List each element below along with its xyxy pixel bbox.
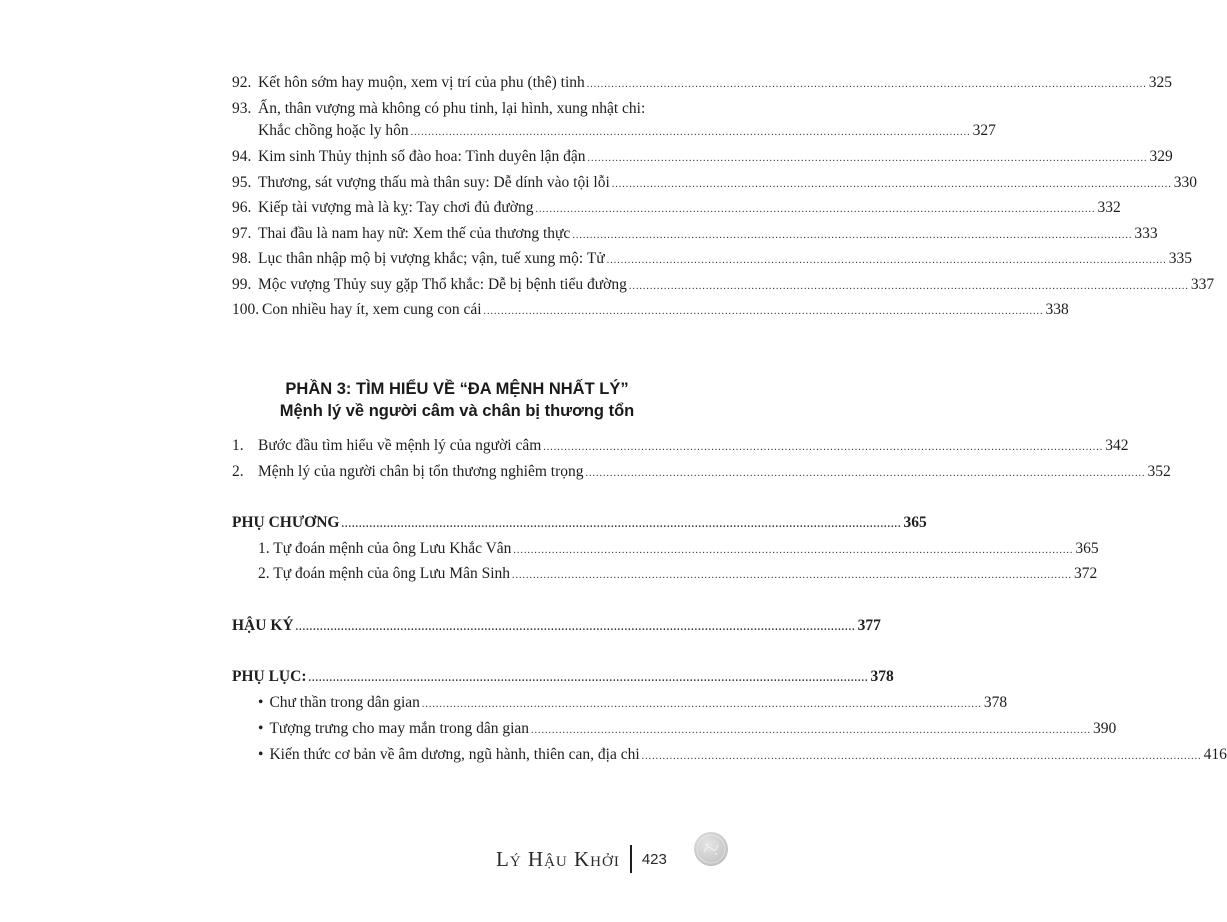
toc-leader: ................................................................................................................................................................ bbox=[512, 570, 1072, 581]
toc-entry-page: 335 bbox=[1168, 250, 1192, 267]
round-seal-icon bbox=[694, 832, 728, 866]
toc-section-entry bbox=[0, 614, 922, 638]
toc-entry-title: Lục thân nhập mộ bị vượng khắc; vận, tuế xung mộ: Tử bbox=[258, 250, 605, 267]
toc-entry-title: Tượng trưng cho may mắn trong dân gian bbox=[269, 720, 530, 737]
toc-entry-page: 416 bbox=[1203, 746, 1227, 763]
toc-entry-page: 337 bbox=[1190, 276, 1215, 293]
toc-entry-title: Chư thần trong dân gian bbox=[269, 694, 420, 711]
toc-entry-page: 330 bbox=[1173, 174, 1198, 191]
bullet-icon: • bbox=[258, 694, 264, 711]
toc-leader: ................................................................................................................................................................ bbox=[586, 79, 1147, 90]
toc-entry-page: 390 bbox=[1093, 720, 1117, 737]
section-title: HẬU KÝ bbox=[232, 617, 294, 634]
toc-section-entry bbox=[0, 665, 922, 689]
toc-leader: ................................................................................................................................................................ bbox=[295, 622, 856, 633]
part-subheading: Mệnh lý về người câm và chân bị thương tổn bbox=[279, 402, 635, 420]
toc-leader: ................................................................................................................................................................ bbox=[531, 725, 1092, 736]
toc-leader: ................................................................................................................................................................ bbox=[308, 673, 869, 684]
toc-entry-title: Kết hôn sớm hay muộn, xem vị trí của phu (thê) tinh bbox=[258, 74, 585, 91]
toc-entry bbox=[0, 222, 1158, 246]
toc-entry-page: 332 bbox=[1097, 199, 1121, 216]
toc-entry bbox=[0, 691, 1008, 715]
toc-entry bbox=[0, 196, 1121, 220]
toc-entry-title: Kiến thức cơ bản về âm dương, ngũ hành, thiên can, địa chi bbox=[269, 746, 640, 763]
toc-entry-number: 92. bbox=[232, 74, 252, 91]
toc-entry-page: 342 bbox=[1105, 437, 1129, 454]
toc-entry-page: 378 bbox=[983, 694, 1008, 711]
toc-entry-number: 99. bbox=[232, 276, 252, 293]
toc-leader: ................................................................................................................................................................ bbox=[585, 468, 1146, 479]
toc-entry-continuation bbox=[0, 119, 996, 143]
toc-entry-number: 93. bbox=[232, 100, 252, 117]
toc-leader: ................................................................................................................................................................ bbox=[628, 281, 1189, 292]
toc-leader: ................................................................................................................................................................ bbox=[513, 545, 1074, 556]
toc-leader: ................................................................................................................................................................ bbox=[572, 230, 1133, 241]
page-number: 423 bbox=[641, 850, 667, 868]
toc-leader: ................................................................................................................................................................ bbox=[483, 306, 1044, 317]
toc-entry bbox=[0, 537, 1099, 561]
toc-entry bbox=[0, 434, 1129, 458]
toc-entry-title: Kiếp tài vượng mà là kỵ: Tay chơi đủ đường bbox=[258, 199, 534, 216]
toc-entry-page: 365 bbox=[1075, 540, 1099, 557]
toc-section-entry bbox=[0, 511, 927, 535]
toc-leader: ................................................................................................................................................................ bbox=[641, 751, 1202, 762]
toc-leader: ................................................................................................................................................................ bbox=[341, 519, 902, 530]
toc-leader: ................................................................................................................................................................ bbox=[421, 699, 982, 710]
section-page: 377 bbox=[857, 617, 881, 634]
toc-entry-number: 94. bbox=[232, 148, 252, 165]
toc-entry-number: 95. bbox=[232, 174, 252, 191]
section-page: 378 bbox=[870, 668, 894, 685]
section-page: 365 bbox=[903, 514, 927, 531]
toc-entry bbox=[0, 71, 1172, 95]
toc-entry-title: 2. Tự đoán mệnh của ông Lưu Mân Sinh bbox=[258, 565, 510, 582]
toc-entry bbox=[0, 97, 922, 121]
toc-entry-title: Mộc vượng Thủy suy gặp Thổ khắc: Dễ bị bệnh tiểu đường bbox=[258, 276, 627, 293]
toc-entry bbox=[0, 298, 1069, 322]
section-title: PHỤ CHƯƠNG bbox=[232, 514, 340, 531]
toc-entry-title: Bước đầu tìm hiểu về mệnh lý của người câm bbox=[258, 437, 542, 454]
toc-entry-page: 352 bbox=[1147, 463, 1171, 480]
toc-entry-page: 338 bbox=[1045, 301, 1069, 318]
toc-entry bbox=[0, 460, 1171, 484]
toc-leader: ................................................................................................................................................................ bbox=[535, 204, 1096, 215]
toc-entry-page: 325 bbox=[1148, 74, 1172, 91]
toc-entry bbox=[0, 247, 1192, 271]
toc-entry-number: 100. bbox=[232, 301, 260, 318]
toc-leader: ................................................................................................................................................................ bbox=[410, 127, 971, 138]
toc-entry bbox=[0, 145, 1173, 169]
toc-entry-page: 329 bbox=[1149, 148, 1173, 165]
toc-leader: ................................................................................................................................................................ bbox=[543, 442, 1104, 453]
toc-entry bbox=[0, 743, 1227, 767]
toc-entry-title: Con nhiều hay ít, xem cung con cái bbox=[262, 301, 482, 318]
toc-entry bbox=[0, 562, 1098, 586]
bullet-icon: • bbox=[258, 720, 264, 737]
page-footer bbox=[496, 843, 667, 875]
toc-leader: ................................................................................................................................................................ bbox=[606, 255, 1167, 266]
toc-entry-number: 98. bbox=[232, 250, 252, 267]
toc-entry bbox=[0, 273, 1215, 297]
toc-leader: ................................................................................................................................................................ bbox=[587, 153, 1148, 164]
toc-entry bbox=[0, 171, 1198, 195]
toc-entry-number: 1. bbox=[232, 437, 244, 454]
toc-entry-number: 96. bbox=[232, 199, 252, 216]
toc-entry-page: 327 bbox=[972, 122, 996, 139]
toc-entry-title: 1. Tự đoán mệnh của ông Lưu Khắc Vân bbox=[258, 540, 512, 557]
section-title: PHỤ LỤC: bbox=[232, 668, 307, 685]
toc-entry-number: 2. bbox=[232, 463, 244, 480]
toc-leader: ................................................................................................................................................................ bbox=[611, 179, 1172, 190]
bullet-icon: • bbox=[258, 746, 264, 763]
toc-entry-number: 97. bbox=[232, 225, 252, 242]
toc-entry-title-line2: Khắc chồng hoặc ly hôn bbox=[258, 122, 409, 139]
toc-entry-title: Mệnh lý của người chân bị tổn thương nghiêm trọng bbox=[258, 463, 584, 480]
toc-entry-title: Kim sinh Thủy thịnh số đào hoa: Tình duyên lận đận bbox=[258, 148, 586, 165]
toc-entry-title: Thương, sát vượng thấu mà thân suy: Dễ dính vào tội lỗi bbox=[258, 174, 610, 191]
footer-author: Lý Hậu Khởi bbox=[496, 846, 620, 871]
toc-entry-title: Thai đầu là nam hay nữ: Xem thế của thương thực bbox=[258, 225, 571, 242]
part-heading: PHẦN 3: TÌM HIỂU VỀ “ĐA MỆNH NHẤT LÝ” bbox=[285, 380, 629, 398]
toc-entry-title: Ấn, thân vượng mà không có phu tinh, lại hình, xung nhật chi: bbox=[258, 100, 646, 117]
toc-entry bbox=[0, 717, 1117, 741]
footer-divider bbox=[630, 845, 632, 873]
toc-entry-page: 372 bbox=[1074, 565, 1098, 582]
toc-entry-page: 333 bbox=[1134, 225, 1158, 242]
